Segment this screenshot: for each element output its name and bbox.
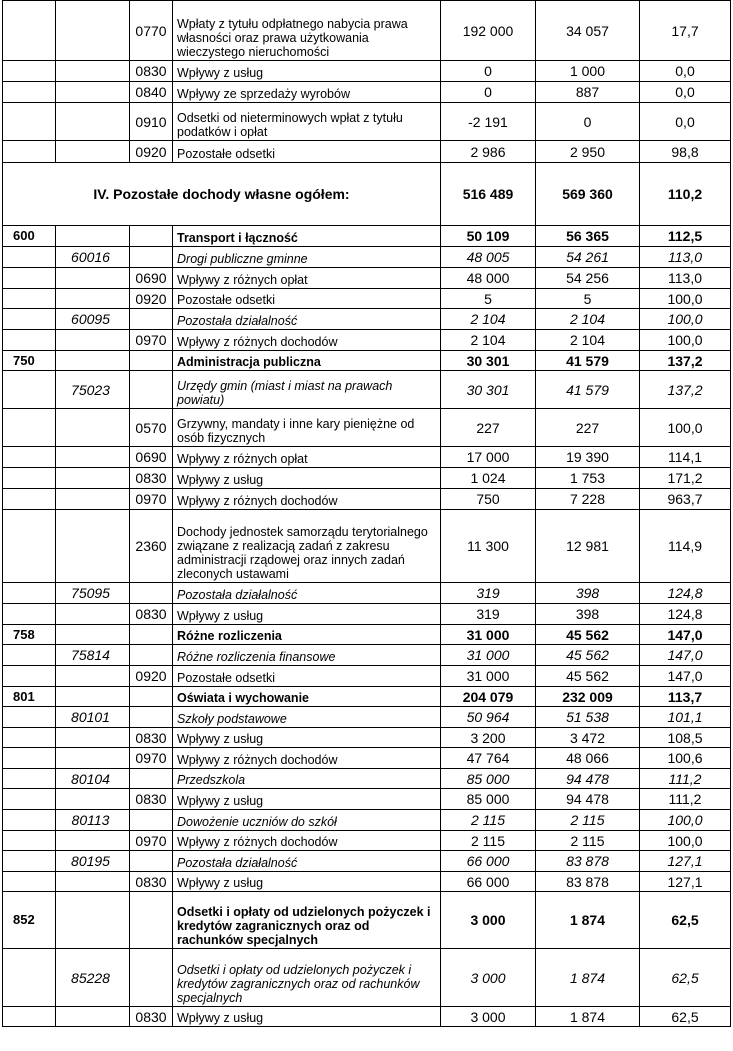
budget-table — [2, 0, 731, 1027]
table-row — [3, 489, 731, 510]
dzial-cell — [3, 810, 56, 831]
paragraf-cell — [130, 371, 173, 409]
percent-cell: 110,2 — [640, 163, 731, 226]
rozdzial-cell — [56, 330, 130, 351]
dzial-cell — [3, 268, 56, 289]
table-row — [3, 707, 731, 728]
execution-cell: 83 878 — [536, 851, 640, 872]
rozdzial-cell — [56, 1007, 130, 1027]
execution-cell: 48 066 — [536, 748, 640, 769]
execution-cell: 2 950 — [536, 141, 640, 163]
description-cell: Wpływy z usług — [173, 728, 441, 748]
dzial-cell — [3, 1, 56, 61]
paragraf-cell — [130, 226, 173, 247]
rozdzial-cell — [56, 789, 130, 810]
rozdzial-cell — [56, 1, 130, 61]
table-row — [3, 141, 731, 163]
summary-label: IV. Pozostałe dochody własne ogółem: — [3, 163, 441, 226]
percent-cell: 100,0 — [640, 831, 731, 851]
plan-cell: 2 986 — [441, 141, 536, 163]
execution-cell: 45 562 — [536, 645, 640, 666]
percent-cell: 124,8 — [640, 583, 731, 604]
execution-cell: 41 579 — [536, 371, 640, 409]
description-cell: Wpływy z różnych dochodów — [173, 330, 441, 351]
table-row — [3, 226, 731, 247]
table-row — [3, 583, 731, 604]
percent-cell: 114,9 — [640, 510, 731, 583]
dzial-cell: 852 — [3, 892, 56, 949]
paragraf-cell: 0920 — [130, 289, 173, 309]
description-cell: Przedszkola — [173, 769, 441, 789]
dzial-cell — [3, 666, 56, 687]
execution-cell: 94 478 — [536, 769, 640, 789]
paragraf-cell: 0830 — [130, 61, 173, 82]
description-cell: Szkoły podstawowe — [173, 707, 441, 728]
dzial-cell — [3, 769, 56, 789]
rozdzial-cell — [56, 831, 130, 851]
description-cell: Urzędy gmin (miast i miast na prawach powiatu) — [173, 371, 441, 409]
plan-cell: -2 191 — [441, 103, 536, 141]
execution-cell: 2 115 — [536, 810, 640, 831]
dzial-cell: 600 — [3, 226, 56, 247]
description-cell: Wpłaty z tytułu odpłatnego nabycia prawa własności oraz prawa użytkowania wieczystego nieruchomości — [173, 1, 441, 61]
rozdzial-cell — [56, 510, 130, 583]
table-row — [3, 892, 731, 949]
execution-cell: 83 878 — [536, 872, 640, 892]
paragraf-cell: 0690 — [130, 268, 173, 289]
paragraf-cell: 0690 — [130, 447, 173, 468]
table-row — [3, 510, 731, 583]
rozdzial-cell — [56, 468, 130, 489]
paragraf-cell: 0830 — [130, 728, 173, 748]
dzial-cell — [3, 447, 56, 468]
execution-cell: 54 261 — [536, 247, 640, 268]
plan-cell: 85 000 — [441, 789, 536, 810]
execution-cell: 2 104 — [536, 330, 640, 351]
table-row — [3, 61, 731, 82]
dzial-cell: 758 — [3, 625, 56, 645]
rozdzial-cell — [56, 604, 130, 625]
percent-cell: 98,8 — [640, 141, 731, 163]
percent-cell: 100,0 — [640, 810, 731, 831]
paragraf-cell: 0830 — [130, 604, 173, 625]
rozdzial-cell — [56, 748, 130, 769]
paragraf-cell — [130, 583, 173, 604]
plan-cell: 2 104 — [441, 330, 536, 351]
plan-cell: 11 300 — [441, 510, 536, 583]
plan-cell: 516 489 — [441, 163, 536, 226]
paragraf-cell: 0840 — [130, 82, 173, 103]
rozdzial-cell — [56, 141, 130, 163]
dzial-cell — [3, 851, 56, 872]
percent-cell: 124,8 — [640, 604, 731, 625]
percent-cell: 127,1 — [640, 872, 731, 892]
dzial-cell — [3, 604, 56, 625]
description-cell: Różne rozliczenia finansowe — [173, 645, 441, 666]
plan-cell: 319 — [441, 583, 536, 604]
percent-cell: 111,2 — [640, 789, 731, 810]
plan-cell: 17 000 — [441, 447, 536, 468]
rozdzial-cell — [56, 489, 130, 510]
dzial-cell — [3, 949, 56, 1007]
description-cell: Grzywny, mandaty i inne kary pieniężne od osób fizycznych — [173, 409, 441, 447]
paragraf-cell: 0830 — [130, 468, 173, 489]
plan-cell: 66 000 — [441, 851, 536, 872]
percent-cell: 147,0 — [640, 645, 731, 666]
table-row — [3, 468, 731, 489]
paragraf-cell: 0830 — [130, 872, 173, 892]
plan-cell: 3 200 — [441, 728, 536, 748]
description-cell: Pozostała działalność — [173, 851, 441, 872]
dzial-cell: 750 — [3, 351, 56, 371]
percent-cell: 171,2 — [640, 468, 731, 489]
table-row — [3, 687, 731, 707]
execution-cell: 51 538 — [536, 707, 640, 728]
plan-cell: 31 000 — [441, 645, 536, 666]
execution-cell: 19 390 — [536, 447, 640, 468]
rozdzial-cell: 80113 — [56, 810, 130, 831]
dzial-cell — [3, 707, 56, 728]
table-row — [3, 330, 731, 351]
table-row — [3, 1, 731, 61]
table-row — [3, 810, 731, 831]
execution-cell: 56 365 — [536, 226, 640, 247]
percent-cell: 101,1 — [640, 707, 731, 728]
percent-cell: 137,2 — [640, 351, 731, 371]
percent-cell: 963,7 — [640, 489, 731, 510]
paragraf-cell: 0910 — [130, 103, 173, 141]
plan-cell: 48 000 — [441, 268, 536, 289]
paragraf-cell — [130, 645, 173, 666]
plan-cell: 3 000 — [441, 1007, 536, 1027]
paragraf-cell: 0920 — [130, 141, 173, 163]
paragraf-cell — [130, 769, 173, 789]
table-row — [3, 247, 731, 268]
summary-row — [3, 163, 731, 226]
dzial-cell — [3, 330, 56, 351]
plan-cell: 66 000 — [441, 872, 536, 892]
dzial-cell — [3, 645, 56, 666]
paragraf-cell — [130, 247, 173, 268]
execution-cell: 0 — [536, 103, 640, 141]
paragraf-cell — [130, 687, 173, 707]
description-cell: Wpływy z usług — [173, 1007, 441, 1027]
execution-cell: 54 256 — [536, 268, 640, 289]
rozdzial-cell: 80104 — [56, 769, 130, 789]
percent-cell: 100,0 — [640, 330, 731, 351]
paragraf-cell: 0970 — [130, 489, 173, 510]
paragraf-cell: 0970 — [130, 330, 173, 351]
rozdzial-cell — [56, 409, 130, 447]
table-row — [3, 1007, 731, 1027]
dzial-cell — [3, 748, 56, 769]
rozdzial-cell: 75095 — [56, 583, 130, 604]
percent-cell: 113,0 — [640, 247, 731, 268]
percent-cell: 17,7 — [640, 1, 731, 61]
rozdzial-cell — [56, 103, 130, 141]
description-cell: Pozostała działalność — [173, 309, 441, 330]
rozdzial-cell — [56, 268, 130, 289]
description-cell: Administracja publiczna — [173, 351, 441, 371]
rozdzial-cell: 75814 — [56, 645, 130, 666]
table-row — [3, 625, 731, 645]
plan-cell: 0 — [441, 82, 536, 103]
execution-cell: 1 874 — [536, 892, 640, 949]
plan-cell: 31 000 — [441, 625, 536, 645]
plan-cell: 204 079 — [441, 687, 536, 707]
paragraf-cell: 2360 — [130, 510, 173, 583]
plan-cell: 50 964 — [441, 707, 536, 728]
paragraf-cell — [130, 851, 173, 872]
percent-cell: 62,5 — [640, 1007, 731, 1027]
percent-cell: 111,2 — [640, 769, 731, 789]
dzial-cell — [3, 728, 56, 748]
description-cell: Dowożenie uczniów do szkół — [173, 810, 441, 831]
rozdzial-cell — [56, 226, 130, 247]
percent-cell: 100,0 — [640, 309, 731, 330]
description-cell: Wpływy z usług — [173, 604, 441, 625]
execution-cell: 1 874 — [536, 1007, 640, 1027]
execution-cell: 887 — [536, 82, 640, 103]
description-cell: Wpływy z różnych dochodów — [173, 489, 441, 510]
description-cell: Wpływy z usług — [173, 789, 441, 810]
description-cell: Pozostała działalność — [173, 583, 441, 604]
percent-cell: 114,1 — [640, 447, 731, 468]
execution-cell: 5 — [536, 289, 640, 309]
percent-cell: 100,6 — [640, 748, 731, 769]
rozdzial-cell — [56, 625, 130, 645]
table-row — [3, 103, 731, 141]
table-row — [3, 666, 731, 687]
rozdzial-cell — [56, 892, 130, 949]
description-cell: Drogi publiczne gminne — [173, 247, 441, 268]
execution-cell: 2 115 — [536, 831, 640, 851]
dzial-cell — [3, 489, 56, 510]
paragraf-cell: 0970 — [130, 748, 173, 769]
dzial-cell — [3, 789, 56, 810]
execution-cell: 1 874 — [536, 949, 640, 1007]
table-row — [3, 748, 731, 769]
paragraf-cell — [130, 949, 173, 1007]
execution-cell: 227 — [536, 409, 640, 447]
table-row — [3, 82, 731, 103]
percent-cell: 100,0 — [640, 409, 731, 447]
execution-cell: 2 104 — [536, 309, 640, 330]
table-row — [3, 769, 731, 789]
plan-cell: 48 005 — [441, 247, 536, 268]
plan-cell: 30 301 — [441, 351, 536, 371]
plan-cell: 2 115 — [441, 831, 536, 851]
paragraf-cell — [130, 810, 173, 831]
description-cell: Odsetki od nieterminowych wpłat z tytułu podatków i opłat — [173, 103, 441, 141]
dzial-cell — [3, 309, 56, 330]
dzial-cell — [3, 247, 56, 268]
percent-cell: 0,0 — [640, 82, 731, 103]
percent-cell: 108,5 — [640, 728, 731, 748]
paragraf-cell — [130, 309, 173, 330]
table-row — [3, 309, 731, 330]
dzial-cell: 801 — [3, 687, 56, 707]
rozdzial-cell: 60016 — [56, 247, 130, 268]
description-cell: Wpływy z usług — [173, 61, 441, 82]
plan-cell: 5 — [441, 289, 536, 309]
rozdzial-cell: 80101 — [56, 707, 130, 728]
percent-cell: 0,0 — [640, 103, 731, 141]
dzial-cell — [3, 141, 56, 163]
plan-cell: 192 000 — [441, 1, 536, 61]
table-row — [3, 851, 731, 872]
plan-cell: 3 000 — [441, 949, 536, 1007]
paragraf-cell: 0970 — [130, 831, 173, 851]
table-row — [3, 604, 731, 625]
table-row — [3, 831, 731, 851]
plan-cell: 1 024 — [441, 468, 536, 489]
description-cell: Transport i łączność — [173, 226, 441, 247]
percent-cell: 112,5 — [640, 226, 731, 247]
percent-cell: 62,5 — [640, 949, 731, 1007]
plan-cell: 227 — [441, 409, 536, 447]
plan-cell: 47 764 — [441, 748, 536, 769]
paragraf-cell — [130, 351, 173, 371]
execution-cell: 3 472 — [536, 728, 640, 748]
description-cell: Pozostałe odsetki — [173, 289, 441, 309]
dzial-cell — [3, 289, 56, 309]
rozdzial-cell: 85228 — [56, 949, 130, 1007]
plan-cell: 31 000 — [441, 666, 536, 687]
dzial-cell — [3, 583, 56, 604]
rozdzial-cell — [56, 872, 130, 892]
table-row — [3, 409, 731, 447]
plan-cell: 50 109 — [441, 226, 536, 247]
execution-cell: 569 360 — [536, 163, 640, 226]
paragraf-cell — [130, 707, 173, 728]
table-row — [3, 789, 731, 810]
description-cell: Oświata i wychowanie — [173, 687, 441, 707]
percent-cell: 100,0 — [640, 289, 731, 309]
plan-cell: 2 104 — [441, 309, 536, 330]
execution-cell: 7 228 — [536, 489, 640, 510]
percent-cell: 127,1 — [640, 851, 731, 872]
table-row — [3, 371, 731, 409]
plan-cell: 0 — [441, 61, 536, 82]
execution-cell: 45 562 — [536, 666, 640, 687]
execution-cell: 45 562 — [536, 625, 640, 645]
dzial-cell — [3, 371, 56, 409]
description-cell: Wpływy z różnych dochodów — [173, 748, 441, 769]
execution-cell: 94 478 — [536, 789, 640, 810]
plan-cell: 30 301 — [441, 371, 536, 409]
description-cell: Wpływy z różnych opłat — [173, 268, 441, 289]
plan-cell: 85 000 — [441, 769, 536, 789]
description-cell: Odsetki i opłaty od udzielonych pożyczek i kredytów zagranicznych oraz od rachunków specjalnych — [173, 892, 441, 949]
execution-cell: 34 057 — [536, 1, 640, 61]
table-row — [3, 447, 731, 468]
dzial-cell — [3, 872, 56, 892]
paragraf-cell: 0920 — [130, 666, 173, 687]
dzial-cell — [3, 468, 56, 489]
description-cell: Pozostałe odsetki — [173, 141, 441, 163]
description-cell: Różne rozliczenia — [173, 625, 441, 645]
plan-cell: 319 — [441, 604, 536, 625]
percent-cell: 0,0 — [640, 61, 731, 82]
execution-cell: 398 — [536, 583, 640, 604]
rozdzial-cell — [56, 351, 130, 371]
description-cell: Wpływy z usług — [173, 872, 441, 892]
execution-cell: 1 753 — [536, 468, 640, 489]
dzial-cell — [3, 61, 56, 82]
dzial-cell — [3, 831, 56, 851]
description-cell: Wpływy z usług — [173, 468, 441, 489]
paragraf-cell: 0830 — [130, 789, 173, 810]
description-cell: Odsetki i opłaty od udzielonych pożyczek i kredytów zagranicznych oraz od rachunków specjalnych — [173, 949, 441, 1007]
rozdzial-cell — [56, 289, 130, 309]
dzial-cell — [3, 409, 56, 447]
paragraf-cell — [130, 625, 173, 645]
description-cell: Wpływy z różnych dochodów — [173, 831, 441, 851]
paragraf-cell: 0770 — [130, 1, 173, 61]
paragraf-cell: 0830 — [130, 1007, 173, 1027]
execution-cell: 12 981 — [536, 510, 640, 583]
percent-cell: 113,0 — [640, 268, 731, 289]
description-cell: Pozostałe odsetki — [173, 666, 441, 687]
execution-cell: 232 009 — [536, 687, 640, 707]
table-row — [3, 728, 731, 748]
percent-cell: 113,7 — [640, 687, 731, 707]
rozdzial-cell — [56, 61, 130, 82]
table-row — [3, 949, 731, 1007]
dzial-cell — [3, 1007, 56, 1027]
rozdzial-cell — [56, 447, 130, 468]
table-row — [3, 645, 731, 666]
execution-cell: 1 000 — [536, 61, 640, 82]
execution-cell: 398 — [536, 604, 640, 625]
paragraf-cell: 0570 — [130, 409, 173, 447]
plan-cell: 3 000 — [441, 892, 536, 949]
description-cell: Wpływy ze sprzedaży wyrobów — [173, 82, 441, 103]
table-row — [3, 351, 731, 371]
dzial-cell — [3, 103, 56, 141]
percent-cell: 147,0 — [640, 666, 731, 687]
paragraf-cell — [130, 892, 173, 949]
percent-cell: 147,0 — [640, 625, 731, 645]
percent-cell: 62,5 — [640, 892, 731, 949]
rozdzial-cell — [56, 728, 130, 748]
execution-cell: 41 579 — [536, 351, 640, 371]
dzial-cell — [3, 510, 56, 583]
rozdzial-cell: 80195 — [56, 851, 130, 872]
plan-cell: 2 115 — [441, 810, 536, 831]
rozdzial-cell — [56, 82, 130, 103]
description-cell: Wpływy z różnych opłat — [173, 447, 441, 468]
rozdzial-cell: 75023 — [56, 371, 130, 409]
table-row — [3, 289, 731, 309]
percent-cell: 137,2 — [640, 371, 731, 409]
table-row — [3, 268, 731, 289]
rozdzial-cell — [56, 687, 130, 707]
table-row — [3, 872, 731, 892]
rozdzial-cell — [56, 666, 130, 687]
rozdzial-cell: 60095 — [56, 309, 130, 330]
dzial-cell — [3, 82, 56, 103]
plan-cell: 750 — [441, 489, 536, 510]
description-cell: Dochody jednostek samorządu terytorialnego związane z realizacją zadań z zakresu administracji rządowej oraz innych zadań zleconych ustawami — [173, 510, 441, 583]
